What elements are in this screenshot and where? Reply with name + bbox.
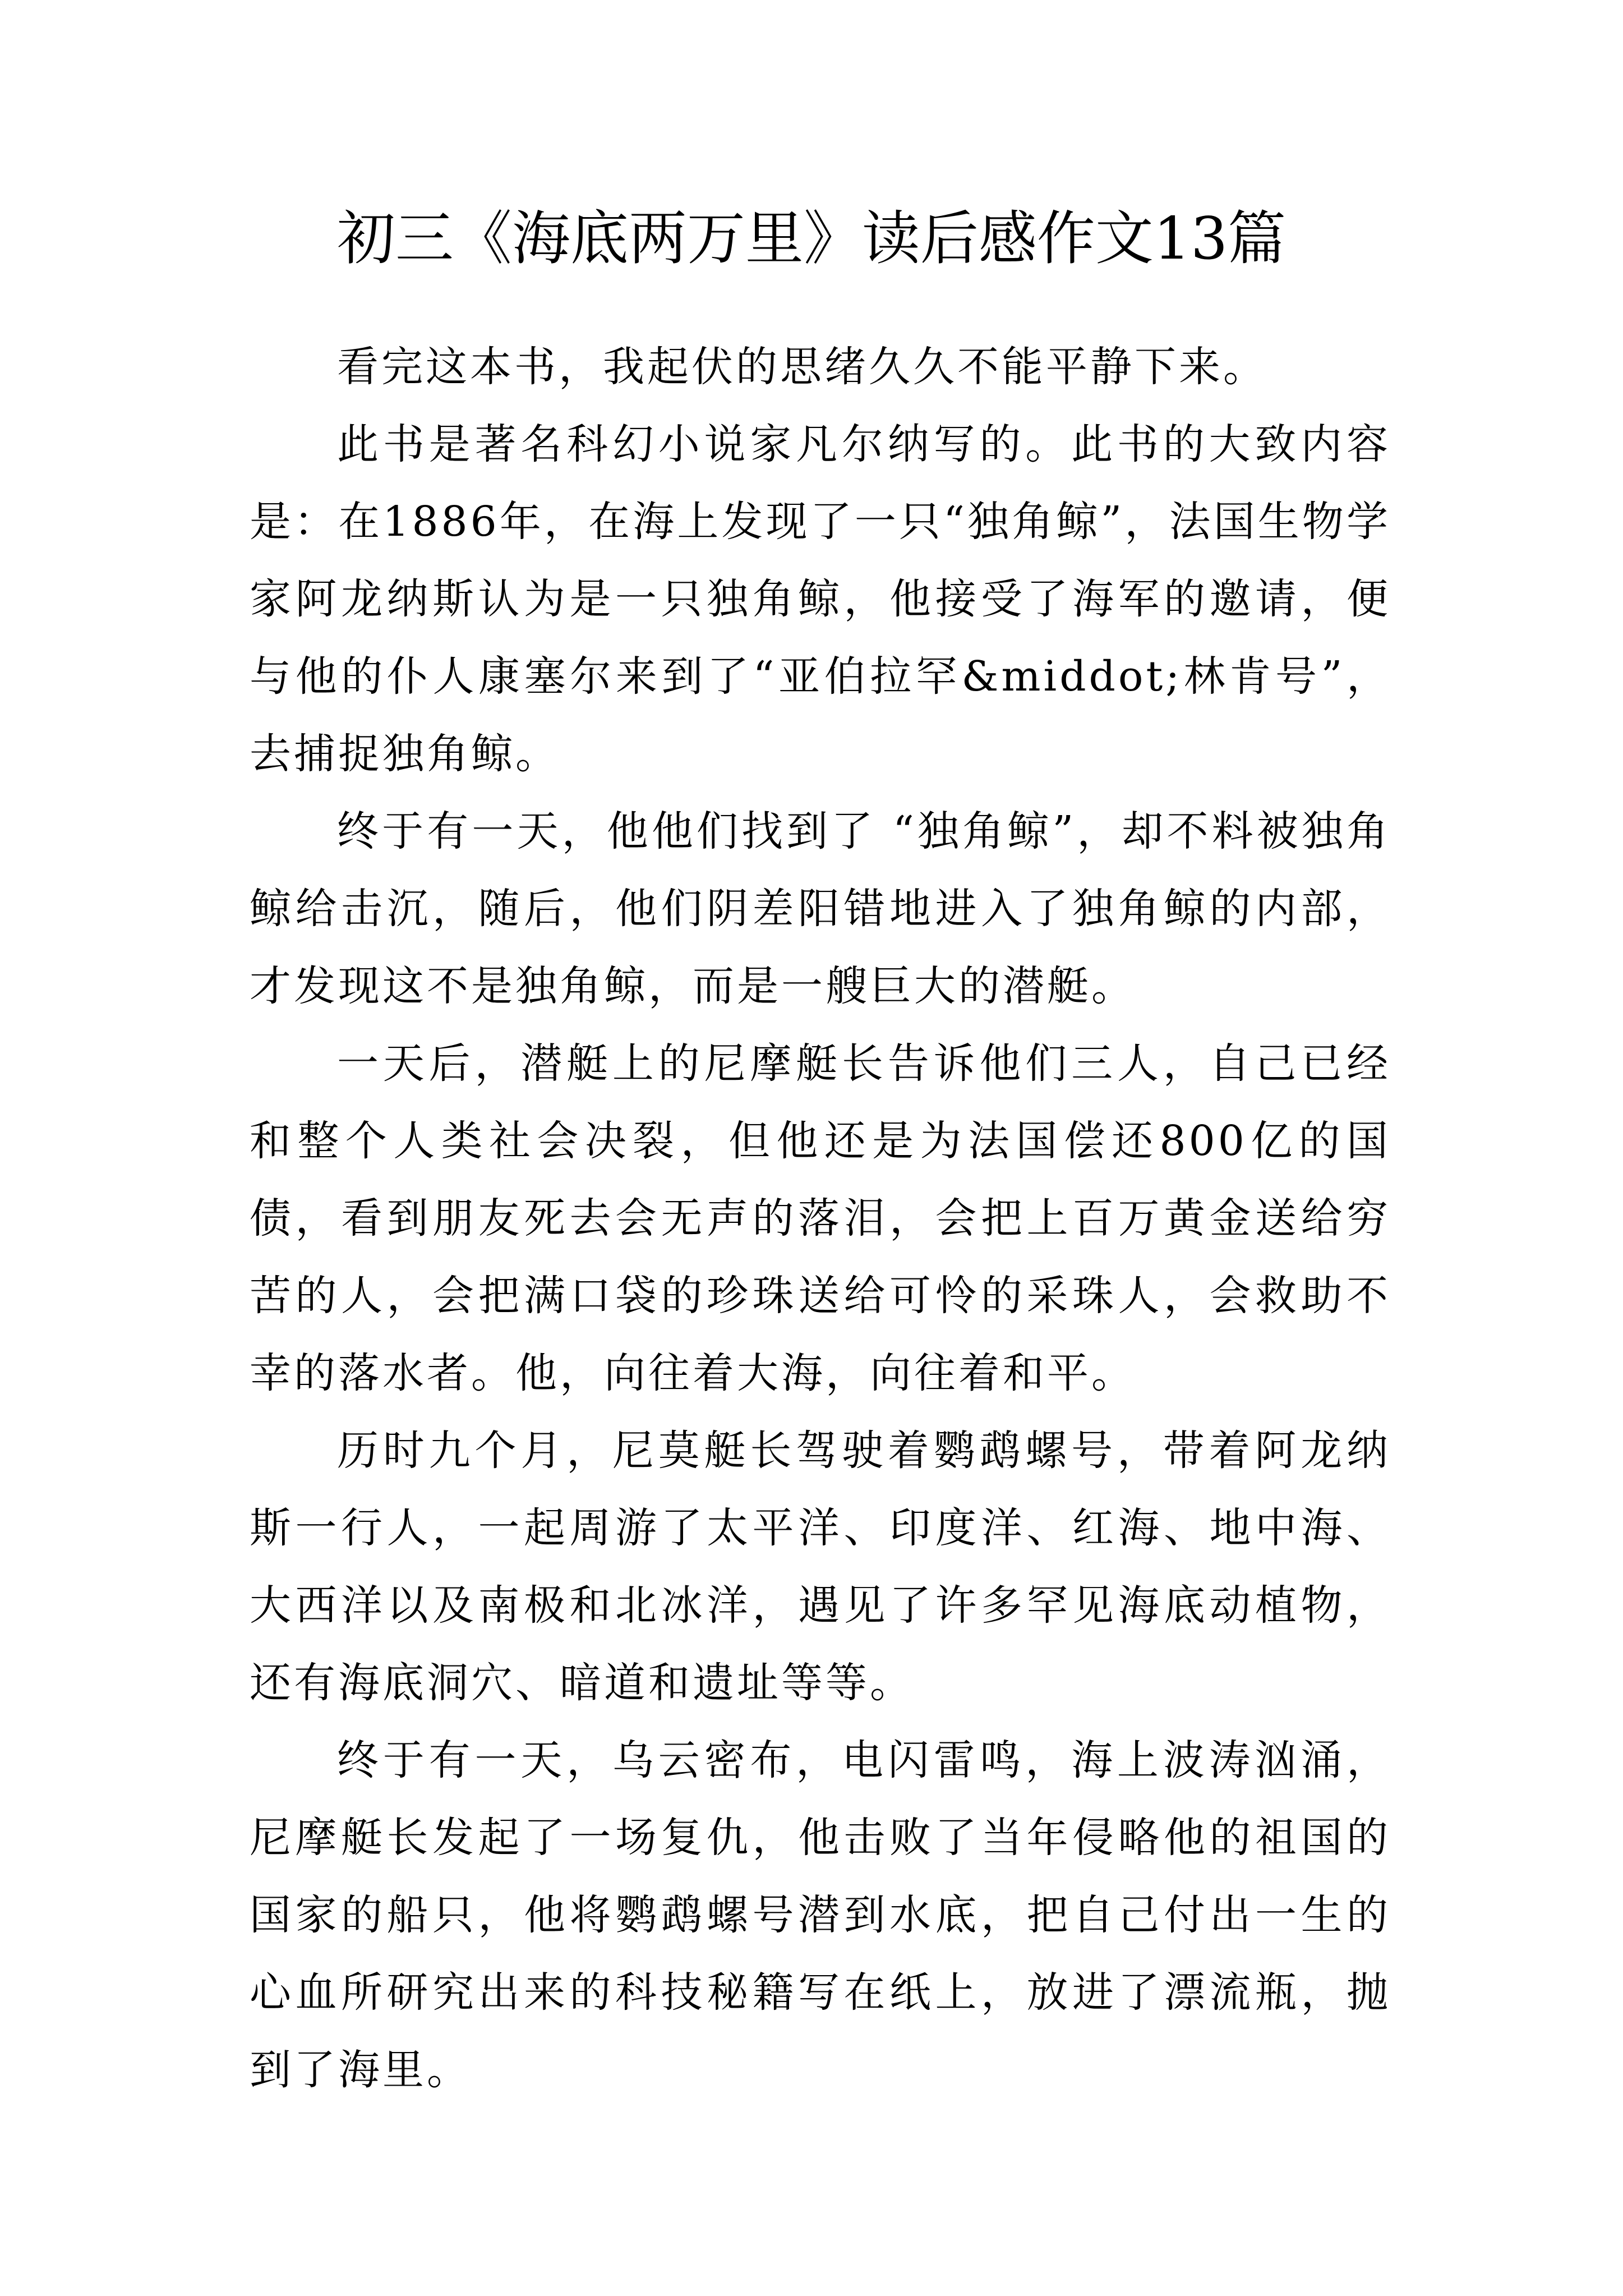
paragraph-4: 一天后，潜艇上的尼摩艇长告诉他们三人，自己已经和整个人类社会决裂，但他还是为法国偿还800亿的国债，看到朋友死去会无声的落泪，会把上百万黄金送给穷苦的人，会把满口袋的珍珠送给可怜的采珠人，会救助不幸的落水者。他，向往着大海，向往着和平。 — [250, 1039, 1391, 1397]
document-title: 初三《海底两万里》读后感作文13篇 — [336, 204, 1287, 273]
paragraph-5: 历时九个月，尼莫艇长驾驶着鹦鹉螺号，带着阿龙纳斯一行人，一起周游了太平洋、印度洋、红海、地中海、大西洋以及南极和北冰洋，遇见了许多罕见海底动植物，还有海底洞穴、暗道和遗址等等。 — [250, 1427, 1391, 1707]
paragraph-1: 看完这本书，我起伏的思绪久久不能平静下来。 — [337, 343, 1267, 391]
paragraph-3: 终于有一天，他他们找到了 “独角鲸”，却不料被独角鲸给击沉，随后，他们阴差阳错地进入了独角鲸的内部，才发现这不是独角鲸，而是一艘巨大的潜艇。 — [250, 807, 1391, 1010]
paragraph-6: 终于有一天，乌云密布，电闪雷鸣，海上波涛汹涌，尼摩艇长发起了一场复仇，他击败了当年侵略他的祖国的国家的船只，他将鹦鹉螺号潜到水底，把自己付出一生的心血所研究出来的科技秘籍写在纸上，放进了漂流瓶，抛到了海里。 — [250, 1736, 1391, 2094]
document-body — [250, 328, 1391, 2109]
paragraph-2: 此书是著名科幻小说家凡尔纳写的。此书的大致内容是：在1886年，在海上发现了一只“独角鲸”，法国生物学家阿龙纳斯认为是一只独角鲸，他接受了海军的邀请，便与他的仆人康塞尔来到了“亚伯拉罕&middot;林肯号”，去捕捉独角鲸。 — [250, 420, 1391, 778]
